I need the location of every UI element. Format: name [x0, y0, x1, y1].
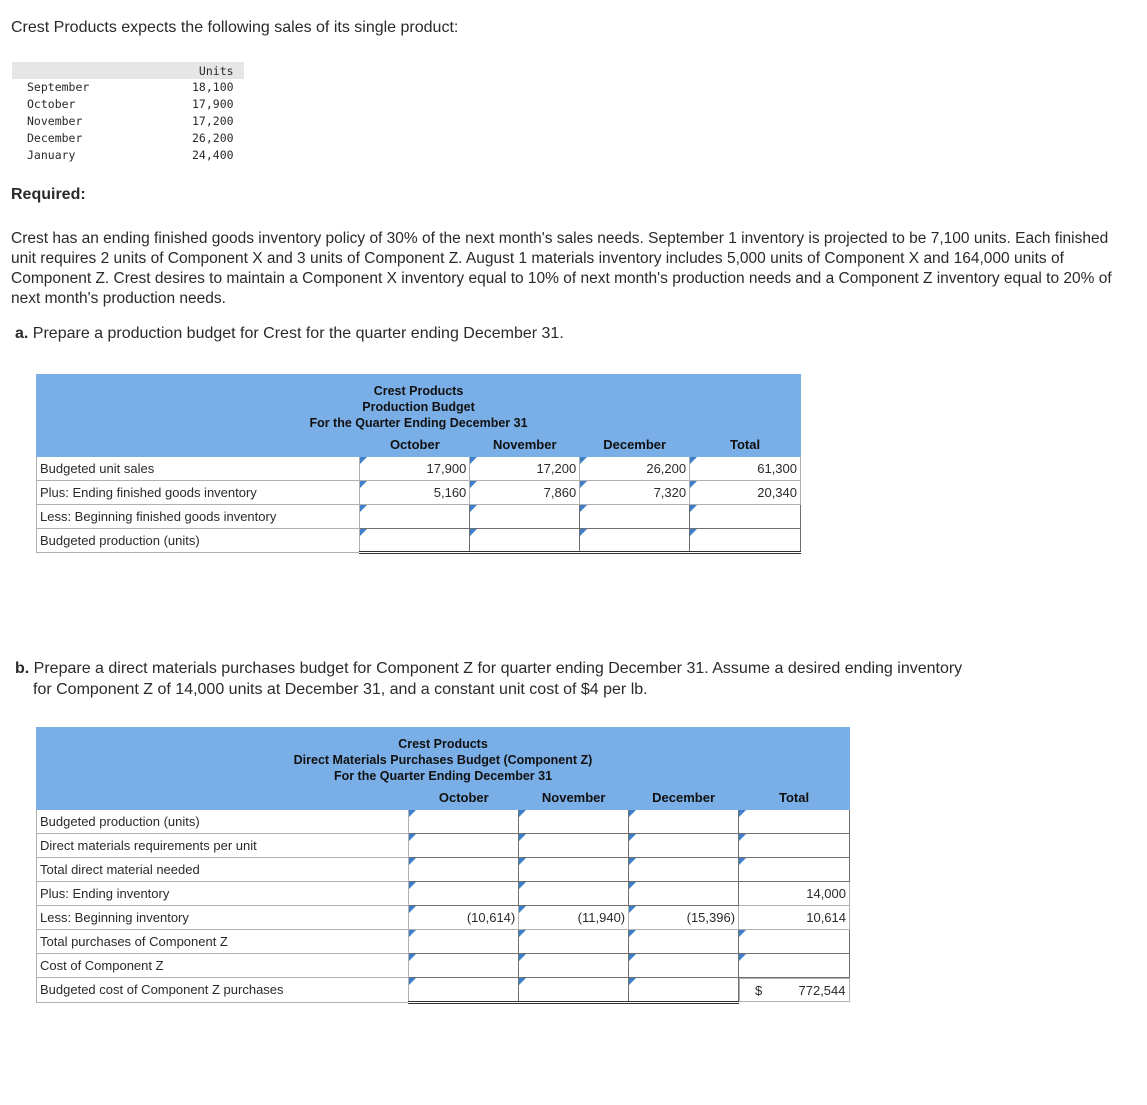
input-cell[interactable] [470, 529, 580, 553]
input-cell[interactable] [739, 930, 850, 954]
input-cell[interactable] [519, 930, 629, 954]
sales-month: January [27, 148, 76, 162]
dm-budget-title: Crest Products Direct Materials Purchases Budget (Component Z) For the Quarter Ending December 31 [37, 728, 850, 786]
input-cell[interactable] [409, 930, 519, 954]
input-cell[interactable] [519, 834, 629, 858]
part-b-text-2: for Component Z of 14,000 units at December 31, and a constant unit cost of $4 per lb. [33, 681, 648, 698]
input-cell[interactable] [739, 834, 850, 858]
sales-month: October [27, 97, 76, 111]
sales-units: 18,100 [192, 80, 234, 94]
total-cost-value: 772,544 [798, 982, 846, 998]
input-cell[interactable]: 26,200 [580, 457, 690, 481]
row-label: Cost of Component Z [37, 954, 409, 978]
input-cell[interactable] [629, 810, 739, 834]
row-label: Direct materials requirements per unit [37, 834, 409, 858]
sales-units: 26,200 [192, 131, 234, 145]
sales-month: December [27, 131, 83, 145]
input-cell[interactable]: 61,300 [690, 457, 801, 481]
input-cell[interactable] [519, 882, 629, 906]
sales-units: 17,900 [192, 97, 234, 111]
sales-table [12, 62, 244, 164]
input-cell[interactable]: (10,614) [409, 906, 519, 930]
production-budget-title: Crest Products Production Budget For the Quarter Ending December 31 [37, 375, 801, 433]
row-label: Less: Beginning finished goods inventory [37, 505, 360, 529]
input-cell[interactable]: 17,900 [360, 457, 470, 481]
input-cell[interactable] [739, 810, 850, 834]
row-label: Less: Beginning inventory [37, 906, 409, 930]
column-header-total: Total [690, 433, 801, 457]
input-cell[interactable] [360, 505, 470, 529]
input-cell[interactable]: (11,940) [519, 906, 629, 930]
input-cell[interactable] [690, 505, 801, 529]
row-label: Budgeted unit sales [37, 457, 360, 481]
input-cell[interactable] [519, 858, 629, 882]
part-b-text: Prepare a direct materials purchases budget for Component Z for quarter ending December 31. Assume a desired ending inventory [33, 660, 963, 677]
column-header-october: October [360, 433, 470, 457]
input-cell[interactable] [409, 954, 519, 978]
input-cell[interactable] [629, 930, 739, 954]
sales-month: September [27, 80, 90, 94]
row-label: Total purchases of Component Z [37, 930, 409, 954]
row-label: Budgeted cost of Component Z purchases [37, 978, 409, 1003]
input-cell[interactable] [409, 882, 519, 906]
input-cell[interactable]: 5,160 [360, 481, 470, 505]
row-label: Plus: Ending finished goods inventory [37, 481, 360, 505]
input-cell[interactable] [360, 529, 470, 553]
row-label: Budgeted production (units) [37, 529, 360, 553]
column-header-october: October [409, 786, 519, 810]
input-cell[interactable] [629, 954, 739, 978]
input-cell[interactable]: 20,340 [690, 481, 801, 505]
column-header-november: November [519, 786, 629, 810]
input-cell[interactable] [519, 954, 629, 978]
sales-month: November [27, 114, 83, 128]
input-cell[interactable] [629, 858, 739, 882]
input-cell[interactable] [629, 978, 739, 1003]
part-b-letter: b. [15, 660, 30, 677]
column-header-december: December [629, 786, 739, 810]
input-cell[interactable] [409, 810, 519, 834]
input-cell[interactable] [519, 810, 629, 834]
input-cell[interactable]: 17,200 [470, 457, 580, 481]
input-cell[interactable] [409, 834, 519, 858]
part-a-letter: a. [15, 325, 29, 342]
dm-purchases-budget-table [36, 727, 850, 1004]
required-heading: Required: [11, 186, 86, 203]
column-header-total: Total [739, 786, 850, 810]
column-header-november: November [470, 433, 580, 457]
input-cell[interactable] [580, 505, 690, 529]
sales-units: 17,200 [192, 114, 234, 128]
sales-units: 24,400 [192, 148, 234, 162]
part-a-text: Prepare a production budget for Crest for the quarter ending December 31. [32, 325, 564, 342]
input-cell[interactable]: (15,396) [629, 906, 739, 930]
row-label: Total direct material needed [37, 858, 409, 882]
input-cell[interactable] [629, 834, 739, 858]
input-cell[interactable] [470, 505, 580, 529]
row-label: Budgeted production (units) [37, 810, 409, 834]
part-a-question [15, 325, 564, 343]
input-cell[interactable] [519, 978, 629, 1003]
currency-symbol: $ [755, 982, 763, 998]
input-cell[interactable] [739, 954, 850, 978]
input-cell[interactable] [409, 978, 519, 1003]
input-cell[interactable]: 7,860 [470, 481, 580, 505]
input-cell[interactable] [580, 529, 690, 553]
row-label: Plus: Ending inventory [37, 882, 409, 906]
intro-text: Crest Products expects the following sales of its single product: [11, 19, 459, 36]
column-header-december: December [580, 433, 690, 457]
units-header: Units [177, 62, 244, 79]
part-b-question [15, 658, 962, 700]
input-cell[interactable] [629, 882, 739, 906]
input-cell[interactable]: 7,320 [580, 481, 690, 505]
production-budget-table [36, 374, 801, 554]
input-cell[interactable] [739, 858, 850, 882]
total-cost-cell [739, 978, 849, 1002]
total-cell: 14,000 [739, 882, 850, 906]
input-cell[interactable] [690, 529, 801, 553]
total-cell: 10,614 [739, 906, 850, 930]
input-cell[interactable] [409, 858, 519, 882]
problem-paragraph: Crest has an ending finished goods inventory policy of 30% of the next month's sales needs. September 1 inventory is projected to be 7,100 units. Each finished unit requires 2 units of Component X and 3 units of Component Z. August 1 materials inventory includes 5,000 units of Component X and 164,000 units of Component Z. Crest desires to maintain a Component X inventory equal to 10% of next month's production needs and a Component Z inventory equal to 20% of next month's production needs. [11, 230, 1112, 307]
